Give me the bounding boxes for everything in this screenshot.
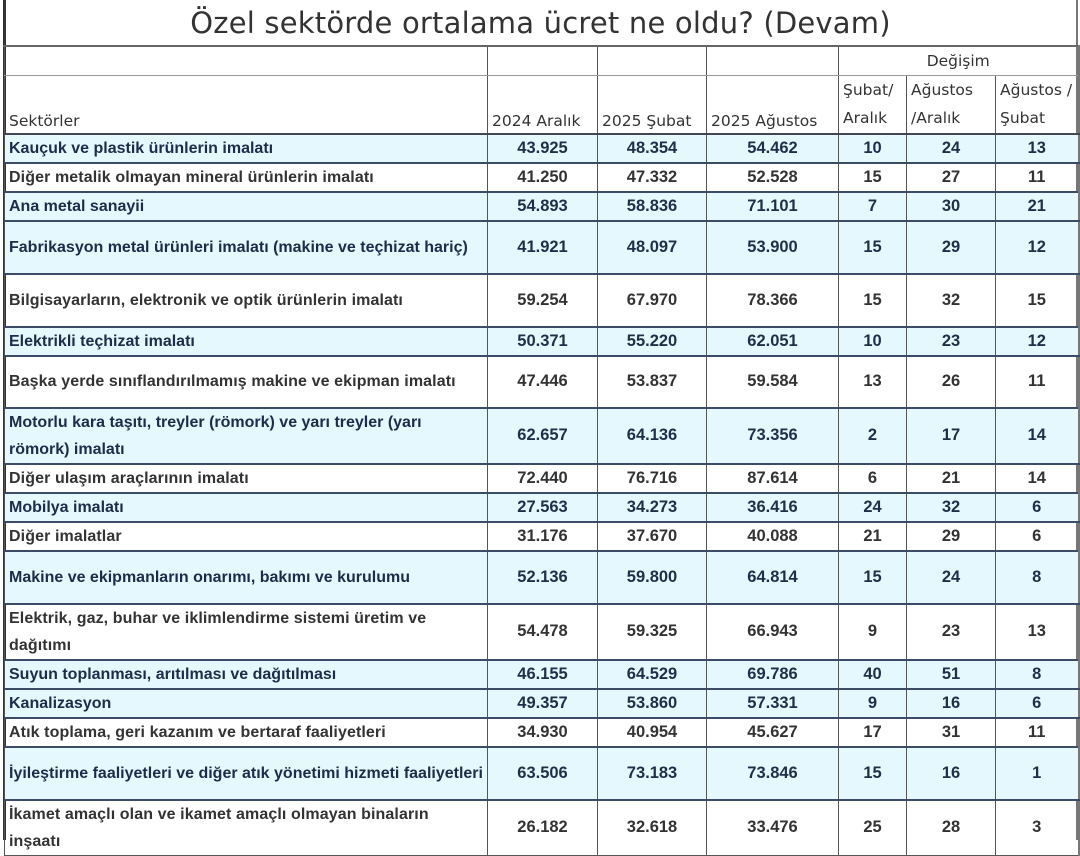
value-2025-agustos: 53.900	[707, 221, 839, 274]
sector-name: Kauçuk ve plastik ürünlerin imalatı	[5, 134, 488, 163]
header-blank-2025-subat	[598, 46, 707, 75]
change-subat-aralik: 15	[839, 274, 907, 327]
sector-name: Motorlu kara taşıtı, treyler (römork) ve yarı treyler (yarı römork) imalatı	[5, 408, 488, 464]
value-2025-subat: 40.954	[598, 718, 707, 747]
change-agustos-aralik: 27	[907, 163, 996, 192]
table-row	[5, 464, 1079, 493]
value-2025-subat: 59.800	[598, 551, 707, 604]
change-agustos-aralik: 32	[907, 493, 996, 522]
value-2024-aralik: 63.506	[488, 747, 598, 800]
change-agustos-subat: 21	[996, 192, 1079, 221]
header-2025-agustos: 2025 Ağustos	[707, 75, 839, 134]
change-agustos-subat: 14	[996, 408, 1079, 464]
change-agustos-aralik: 26	[907, 356, 996, 408]
change-subat-aralik: 13	[839, 356, 907, 408]
header-blank-2025-agustos	[707, 46, 839, 75]
value-2024-aralik: 50.371	[488, 327, 598, 356]
value-2024-aralik: 27.563	[488, 493, 598, 522]
change-agustos-subat: 12	[996, 221, 1079, 274]
change-subat-aralik: 25	[839, 800, 907, 856]
change-subat-aralik: 6	[839, 464, 907, 493]
value-2024-aralik: 41.921	[488, 221, 598, 274]
value-2025-subat: 34.273	[598, 493, 707, 522]
table-row	[5, 192, 1079, 221]
value-2025-agustos: 33.476	[707, 800, 839, 856]
change-subat-aralik: 40	[839, 660, 907, 689]
value-2025-agustos: 52.528	[707, 163, 839, 192]
change-agustos-subat: 6	[996, 493, 1079, 522]
change-agustos-aralik: 30	[907, 192, 996, 221]
header-agustos-subat: Ağustos /Şubat	[996, 75, 1079, 134]
change-agustos-subat: 13	[996, 604, 1079, 660]
value-2024-aralik: 43.925	[488, 134, 598, 163]
value-2024-aralik: 62.657	[488, 408, 598, 464]
value-2024-aralik: 47.446	[488, 356, 598, 408]
value-2025-agustos: 73.846	[707, 747, 839, 800]
change-agustos-subat: 15	[996, 274, 1079, 327]
value-2024-aralik: 49.357	[488, 689, 598, 718]
value-2025-agustos: 59.584	[707, 356, 839, 408]
change-subat-aralik: 2	[839, 408, 907, 464]
header-row-columns	[5, 75, 1079, 134]
change-agustos-aralik: 16	[907, 689, 996, 718]
change-agustos-aralik: 29	[907, 522, 996, 551]
change-agustos-aralik: 23	[907, 604, 996, 660]
sector-name: Diğer ulaşım araçlarının imalatı	[5, 464, 488, 493]
value-2024-aralik: 72.440	[488, 464, 598, 493]
header-blank-sektor	[5, 46, 488, 75]
wage-table	[4, 45, 1080, 856]
header-blank-2024	[488, 46, 598, 75]
change-agustos-subat: 3	[996, 800, 1079, 856]
value-2025-subat: 53.860	[598, 689, 707, 718]
value-2024-aralik: 41.250	[488, 163, 598, 192]
sector-name: Diğer metalik olmayan mineral ürünlerin imalatı	[5, 163, 488, 192]
change-agustos-aralik: 29	[907, 221, 996, 274]
change-subat-aralik: 10	[839, 327, 907, 356]
change-agustos-subat: 8	[996, 660, 1079, 689]
change-agustos-aralik: 32	[907, 274, 996, 327]
header-subat-aralik: Şubat/ Aralık	[839, 75, 907, 134]
value-2024-aralik: 46.155	[488, 660, 598, 689]
value-2025-agustos: 73.356	[707, 408, 839, 464]
table-body	[5, 134, 1079, 856]
header-sektorler: Sektörler	[5, 75, 488, 134]
change-agustos-aralik: 21	[907, 464, 996, 493]
header-agustos-aralik: Ağustos /Aralık	[907, 75, 996, 134]
table-row	[5, 327, 1079, 356]
change-agustos-subat: 6	[996, 522, 1079, 551]
table-row	[5, 660, 1079, 689]
sector-name: Suyun toplanması, arıtılması ve dağıtılması	[5, 660, 488, 689]
sector-name: Elektrikli teçhizat imalatı	[5, 327, 488, 356]
table-row	[5, 551, 1079, 604]
table-row	[5, 134, 1079, 163]
sector-name: Bilgisayarların, elektronik ve optik ürünlerin imalatı	[5, 274, 488, 327]
sector-name: Kanalizasyon	[5, 689, 488, 718]
value-2025-agustos: 66.943	[707, 604, 839, 660]
table-row	[5, 221, 1079, 274]
value-2025-agustos: 45.627	[707, 718, 839, 747]
change-agustos-subat: 11	[996, 718, 1079, 747]
value-2025-agustos: 69.786	[707, 660, 839, 689]
change-agustos-aralik: 24	[907, 134, 996, 163]
change-subat-aralik: 17	[839, 718, 907, 747]
value-2025-agustos: 54.462	[707, 134, 839, 163]
sector-name: İyileştirme faaliyetleri ve diğer atık yönetimi hizmeti faaliyetleri	[5, 747, 488, 800]
change-subat-aralik: 15	[839, 747, 907, 800]
change-agustos-aralik: 51	[907, 660, 996, 689]
value-2025-subat: 48.354	[598, 134, 707, 163]
value-2025-subat: 64.529	[598, 660, 707, 689]
value-2025-agustos: 87.614	[707, 464, 839, 493]
change-agustos-subat: 12	[996, 327, 1079, 356]
change-subat-aralik: 15	[839, 221, 907, 274]
change-agustos-subat: 13	[996, 134, 1079, 163]
change-agustos-aralik: 28	[907, 800, 996, 856]
header-degisim: Değişim	[839, 46, 1079, 75]
change-agustos-aralik: 17	[907, 408, 996, 464]
sector-name: Ana metal sanayii	[5, 192, 488, 221]
sector-name: İkamet amaçlı olan ve ikamet amaçlı olmayan binaların inşaatı	[5, 800, 488, 856]
table-row	[5, 493, 1079, 522]
value-2024-aralik: 59.254	[488, 274, 598, 327]
change-agustos-aralik: 23	[907, 327, 996, 356]
value-2024-aralik: 54.478	[488, 604, 598, 660]
table-row	[5, 408, 1079, 464]
value-2025-agustos: 57.331	[707, 689, 839, 718]
change-subat-aralik: 15	[839, 551, 907, 604]
header-2024-aralik: 2024 Aralık	[488, 75, 598, 134]
value-2025-subat: 55.220	[598, 327, 707, 356]
table-row	[5, 163, 1079, 192]
sector-name: Makine ve ekipmanların onarımı, bakımı ve kurulumu	[5, 551, 488, 604]
sector-name: Mobilya imalatı	[5, 493, 488, 522]
value-2025-subat: 73.183	[598, 747, 707, 800]
value-2024-aralik: 31.176	[488, 522, 598, 551]
change-agustos-subat: 1	[996, 747, 1079, 800]
sector-name: Başka yerde sınıflandırılmamış makine ve ekipman imalatı	[5, 356, 488, 408]
table-row	[5, 747, 1079, 800]
table-row	[5, 522, 1079, 551]
value-2025-agustos: 36.416	[707, 493, 839, 522]
table-row	[5, 689, 1079, 718]
value-2025-subat: 48.097	[598, 221, 707, 274]
header-2025-subat: 2025 Şubat	[598, 75, 707, 134]
change-agustos-subat: 14	[996, 464, 1079, 493]
value-2024-aralik: 54.893	[488, 192, 598, 221]
value-2025-subat: 37.670	[598, 522, 707, 551]
page-title: Özel sektörde ortalama ücret ne oldu? (Devam)	[3, 0, 1078, 47]
table-row	[5, 718, 1079, 747]
change-subat-aralik: 9	[839, 604, 907, 660]
value-2025-subat: 76.716	[598, 464, 707, 493]
table-row	[5, 604, 1079, 660]
value-2025-agustos: 64.814	[707, 551, 839, 604]
value-2025-agustos: 71.101	[707, 192, 839, 221]
change-agustos-aralik: 31	[907, 718, 996, 747]
header-row-group	[5, 46, 1079, 75]
sector-name: Elektrik, gaz, buhar ve iklimlendirme sistemi üretim ve dağıtımı	[5, 604, 488, 660]
change-agustos-subat: 11	[996, 356, 1079, 408]
value-2024-aralik: 52.136	[488, 551, 598, 604]
value-2025-agustos: 62.051	[707, 327, 839, 356]
change-subat-aralik: 21	[839, 522, 907, 551]
change-agustos-subat: 8	[996, 551, 1079, 604]
table-row	[5, 800, 1079, 856]
change-agustos-aralik: 16	[907, 747, 996, 800]
table-row	[5, 356, 1079, 408]
change-agustos-subat: 6	[996, 689, 1079, 718]
value-2025-agustos: 40.088	[707, 522, 839, 551]
value-2024-aralik: 34.930	[488, 718, 598, 747]
sector-name: Fabrikasyon metal ürünleri imalatı (makine ve teçhizat hariç)	[5, 221, 488, 274]
change-subat-aralik: 9	[839, 689, 907, 718]
change-subat-aralik: 7	[839, 192, 907, 221]
value-2024-aralik: 26.182	[488, 800, 598, 856]
change-subat-aralik: 10	[839, 134, 907, 163]
sector-name: Diğer imalatlar	[5, 522, 488, 551]
value-2025-subat: 32.618	[598, 800, 707, 856]
value-2025-subat: 53.837	[598, 356, 707, 408]
value-2025-subat: 47.332	[598, 163, 707, 192]
value-2025-subat: 58.836	[598, 192, 707, 221]
value-2025-agustos: 78.366	[707, 274, 839, 327]
value-2025-subat: 67.970	[598, 274, 707, 327]
value-2025-subat: 59.325	[598, 604, 707, 660]
change-subat-aralik: 15	[839, 163, 907, 192]
change-subat-aralik: 24	[839, 493, 907, 522]
change-agustos-subat: 11	[996, 163, 1079, 192]
change-agustos-aralik: 24	[907, 551, 996, 604]
sector-name: Atık toplama, geri kazanım ve bertaraf faaliyetleri	[5, 718, 488, 747]
table-row	[5, 274, 1079, 327]
value-2025-subat: 64.136	[598, 408, 707, 464]
